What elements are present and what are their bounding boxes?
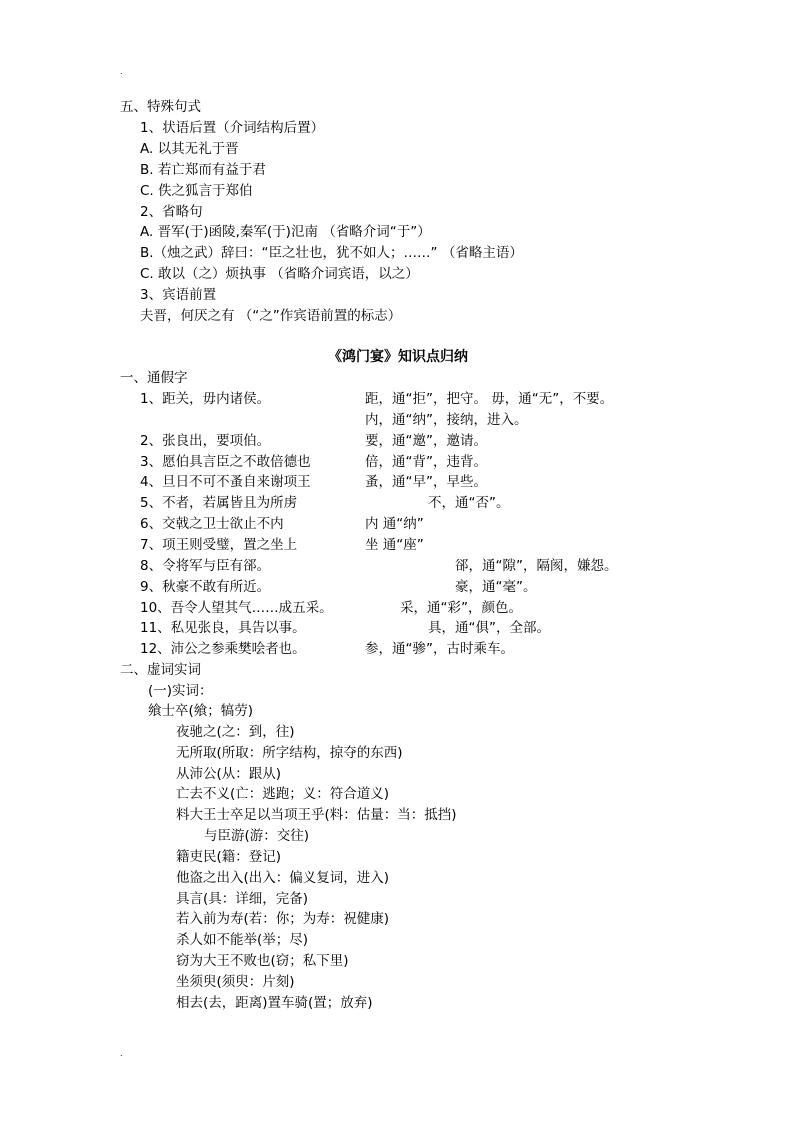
tongjiazi-explanation: 豪，通“毫”。 xyxy=(455,579,537,595)
tongjiazi-example: 10、吾令人望其气……成五采。 xyxy=(140,600,333,616)
section5-line: C. 佚之狐言于郑伯 xyxy=(140,183,253,199)
section5-line: 3、宾语前置 xyxy=(140,287,217,303)
tongjiazi-explanation: 蚤，通“早”，早些。 xyxy=(365,474,487,490)
page-dot-top: . xyxy=(120,67,123,76)
xuci-item: 窃为大王不败也(窃；私下里) xyxy=(176,953,349,969)
tongjiazi-explanation: 倍，通“背”，违背。 xyxy=(365,454,487,470)
tongjiazi-example: 4、旦日不可不蚤自来谢项王 xyxy=(140,474,311,490)
xuci-item: 料大王士卒足以当项王乎(料：估量：当：抵挡) xyxy=(176,807,457,823)
section5-line: 1、状语后置（介词结构后置） xyxy=(140,120,325,136)
xuci-item: 他盗之出入(出入：偏义复词，进入) xyxy=(176,870,390,886)
section5-heading: 五、特殊句式 xyxy=(120,99,201,115)
tongjiazi-explanation: 距，通“拒”，把守。 毋，通“无”，不要。 xyxy=(365,391,614,407)
tongjiazi-example: 7、项王则受璧，置之坐上 xyxy=(140,537,298,553)
xuci-heading: 二、虚词实词 xyxy=(120,662,201,678)
tongjiazi-example: 11、私见张良，具告以事。 xyxy=(140,620,306,636)
tongjiazi-example: 5、不者，若属皆且为所虏 xyxy=(140,495,298,511)
xuci-item: 若入前为寿(若：你；为寿：祝健康) xyxy=(176,911,390,927)
xuci-item: 与臣游(游：交往) xyxy=(204,828,310,844)
tongjiazi-example: 1、距关，毋内诸侯。 xyxy=(140,391,271,407)
xuci-item: 飨士卒(飨；犒劳) xyxy=(148,703,254,719)
section5-line: A. 晋军(于)函陵,秦军(于)氾南 （省略介词“于”） xyxy=(140,224,431,240)
section5-line: B. 若亡郑而有益于君 xyxy=(140,162,266,178)
tongjiazi-example: 12、沛公之参乘樊哙者也。 xyxy=(140,641,306,657)
xuci-item: 亡去不义(亡：逃跑；义：符合道义) xyxy=(176,786,390,802)
document-title: 《鸿门宴》知识点归纳 xyxy=(328,349,468,365)
tongjiazi-explanation: 要，通“邀”，邀请。 xyxy=(365,433,487,449)
tongjiazi-example: 8、令将军与臣有郤。 xyxy=(140,558,271,574)
tongjiazi-explanation: 内，通“纳”，接纳，进入。 xyxy=(365,412,528,428)
tongjiazi-example: 6、交戟之卫士欲止不内 xyxy=(140,516,284,532)
section5-line: 夫晋，何厌之有 （“之”作宾语前置的标志） xyxy=(140,308,402,324)
tongjiazi-explanation: 郤，通“隙”，隔阂，嫌怨。 xyxy=(455,558,618,574)
tongjiazi-explanation: 不，通“否”。 xyxy=(428,495,510,511)
xuci-item: 具言(具：详细，完备) xyxy=(176,891,309,907)
tongjiazi-heading: 一、通假字 xyxy=(120,370,188,386)
tongjiazi-explanation: 参，通“骖”，古时乘车。 xyxy=(365,641,514,657)
section5-line: 2、省略句 xyxy=(140,204,203,220)
tongjiazi-example: 3、愿伯具言臣之不敢倍德也 xyxy=(140,454,311,470)
xuci-item: 无所取(所取：所字结构，掠夺的东西) xyxy=(176,745,403,761)
tongjiazi-explanation: 具，通“俱”，全部。 xyxy=(428,620,550,636)
page-dot-bottom: . xyxy=(120,1049,123,1058)
tongjiazi-example: 2、张良出，要项伯。 xyxy=(140,433,271,449)
tongjiazi-explanation: 内 通“纳” xyxy=(365,516,424,532)
section5-line: C. 敢以（之）烦执事 （省略介词宾语，以之） xyxy=(140,266,419,282)
tongjiazi-example: 9、秋豪不敢有所近。 xyxy=(140,579,271,595)
xuci-item: 从沛公(从：跟从) xyxy=(176,766,282,782)
xuci-subheading: (一)实词： xyxy=(148,683,213,699)
xuci-item: 夜驰之(之：到，往) xyxy=(176,724,295,740)
xuci-item: 相去(去，距离)置车骑(置；放弃) xyxy=(176,995,373,1011)
section5-line: A. 以其无礼于晋 xyxy=(140,141,239,157)
xuci-item: 杀人如不能举(举；尽) xyxy=(176,932,309,948)
xuci-item: 籍吏民(籍：登记) xyxy=(176,849,282,865)
tongjiazi-explanation: 坐 通“座” xyxy=(365,537,424,553)
section5-line: B.（烛之武）辞曰：“臣之壮也，犹不如人；……” （省略主语） xyxy=(140,245,523,261)
tongjiazi-explanation: 采，通“彩”，颜色。 xyxy=(400,600,522,616)
xuci-item: 坐须臾(须臾：片刻) xyxy=(176,974,295,990)
